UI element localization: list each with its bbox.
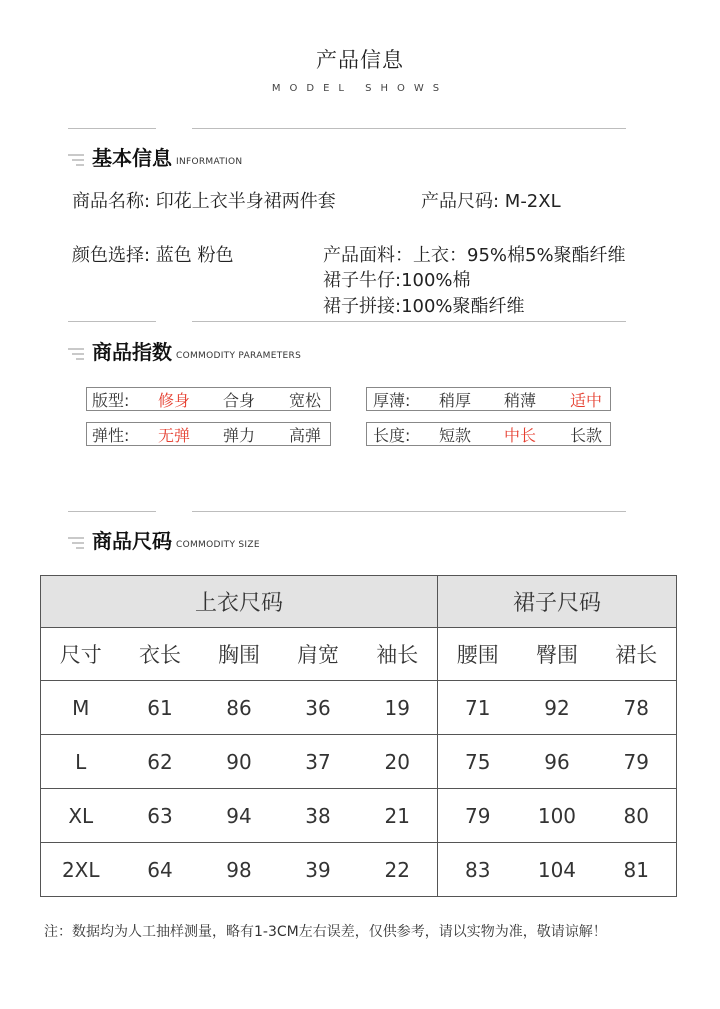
divider	[192, 128, 626, 129]
table-row	[41, 681, 677, 735]
table-cell: 64	[120, 843, 199, 897]
section-title-en: COMMODITY SIZE	[176, 540, 260, 550]
table-cell: 39	[279, 843, 358, 897]
param-label: 厚薄:	[373, 390, 411, 410]
table-cell: 80	[596, 789, 676, 843]
measurement-note: 注：数据均为人工抽样测量，略有1-3CM左右误差，仅供参考，请以实物为准，敬请谅解！	[44, 924, 607, 940]
table-cell: M	[41, 681, 121, 735]
group-top-size: 上衣尺码	[41, 576, 438, 628]
divider	[192, 511, 626, 512]
column-header: 袖长	[358, 628, 438, 681]
table-cell: 79	[437, 789, 517, 843]
table-cell: 90	[199, 735, 278, 789]
product-size-range: 产品尺码: M-2XL	[421, 191, 561, 212]
table-cell: 79	[596, 735, 676, 789]
param-option: 合身	[223, 390, 256, 410]
param-label: 弹性:	[92, 425, 130, 445]
table-row	[41, 843, 677, 897]
section-bars-icon	[68, 348, 84, 362]
param-option: 稍厚	[439, 390, 472, 410]
group-skirt-size: 裙子尺码	[437, 576, 676, 628]
table-cell: 62	[120, 735, 199, 789]
size-table	[40, 575, 677, 897]
table-cell: 63	[120, 789, 199, 843]
param-option: 弹力	[223, 425, 256, 445]
column-header: 胸围	[199, 628, 278, 681]
param-option: 长款	[570, 425, 603, 445]
section-title-en: INFORMATION	[176, 157, 243, 167]
section-bars-icon	[68, 537, 84, 551]
param-option: 无弹	[158, 425, 191, 445]
product-name: 商品名称: 印花上衣半身裙两件套	[72, 191, 336, 212]
table-cell: 61	[120, 681, 199, 735]
column-header: 裙长	[596, 628, 676, 681]
table-cell: 96	[517, 735, 596, 789]
section-header-size	[68, 525, 260, 554]
table-cell: 75	[437, 735, 517, 789]
table-cell: 71	[437, 681, 517, 735]
table-cell: 78	[596, 681, 676, 735]
column-header: 衣长	[120, 628, 199, 681]
divider	[68, 128, 156, 129]
product-colors: 颜色选择: 蓝色 粉色	[72, 245, 234, 266]
size-group-row	[41, 576, 677, 628]
divider	[68, 321, 156, 322]
table-cell: 36	[279, 681, 358, 735]
divider	[192, 321, 626, 322]
table-cell: XL	[41, 789, 121, 843]
section-title: 商品指数	[92, 340, 172, 364]
param-option: 中长	[504, 425, 537, 445]
table-cell: L	[41, 735, 121, 789]
page-subtitle: MODEL SHOWS	[271, 83, 449, 94]
param-length	[366, 422, 611, 446]
table-cell: 19	[358, 681, 438, 735]
product-fabric-skirt-panel: 裙子拼接:100%聚酯纤维	[323, 296, 525, 317]
param-label: 版型:	[92, 390, 130, 410]
table-row	[41, 735, 677, 789]
section-title-en: COMMODITY PARAMETERS	[176, 351, 302, 361]
table-cell: 37	[279, 735, 358, 789]
table-cell: 38	[279, 789, 358, 843]
param-elastic	[86, 422, 331, 446]
column-header: 尺寸	[41, 628, 121, 681]
table-cell: 98	[199, 843, 278, 897]
section-header-basic	[68, 142, 242, 171]
param-option: 短款	[439, 425, 472, 445]
divider	[68, 511, 156, 512]
column-header: 腰围	[437, 628, 517, 681]
table-cell: 94	[199, 789, 278, 843]
param-thickness	[366, 387, 611, 411]
param-option: 修身	[158, 390, 191, 410]
table-row	[41, 789, 677, 843]
section-header-params	[68, 336, 301, 365]
table-cell: 2XL	[41, 843, 121, 897]
section-title: 基本信息	[92, 146, 172, 170]
param-option: 稍薄	[504, 390, 537, 410]
section-bars-icon	[68, 154, 84, 168]
section-title: 商品尺码	[92, 529, 172, 553]
table-cell: 83	[437, 843, 517, 897]
table-cell: 100	[517, 789, 596, 843]
table-cell: 92	[517, 681, 596, 735]
param-option: 宽松	[289, 390, 322, 410]
page-title: 产品信息	[316, 48, 404, 72]
size-header-row	[41, 628, 677, 681]
param-fit	[86, 387, 331, 411]
table-cell: 104	[517, 843, 596, 897]
param-label: 长度:	[373, 425, 411, 445]
param-option: 适中	[570, 390, 603, 410]
column-header: 臀围	[517, 628, 596, 681]
param-option: 高弹	[289, 425, 322, 445]
table-cell: 81	[596, 843, 676, 897]
product-fabric-skirt: 裙子牛仔:100%棉	[323, 270, 471, 291]
product-fabric: 产品面料：上衣：95%棉5%聚酯纤维	[323, 245, 626, 266]
table-cell: 20	[358, 735, 438, 789]
table-cell: 22	[358, 843, 438, 897]
column-header: 肩宽	[279, 628, 358, 681]
table-cell: 86	[199, 681, 278, 735]
table-cell: 21	[358, 789, 438, 843]
